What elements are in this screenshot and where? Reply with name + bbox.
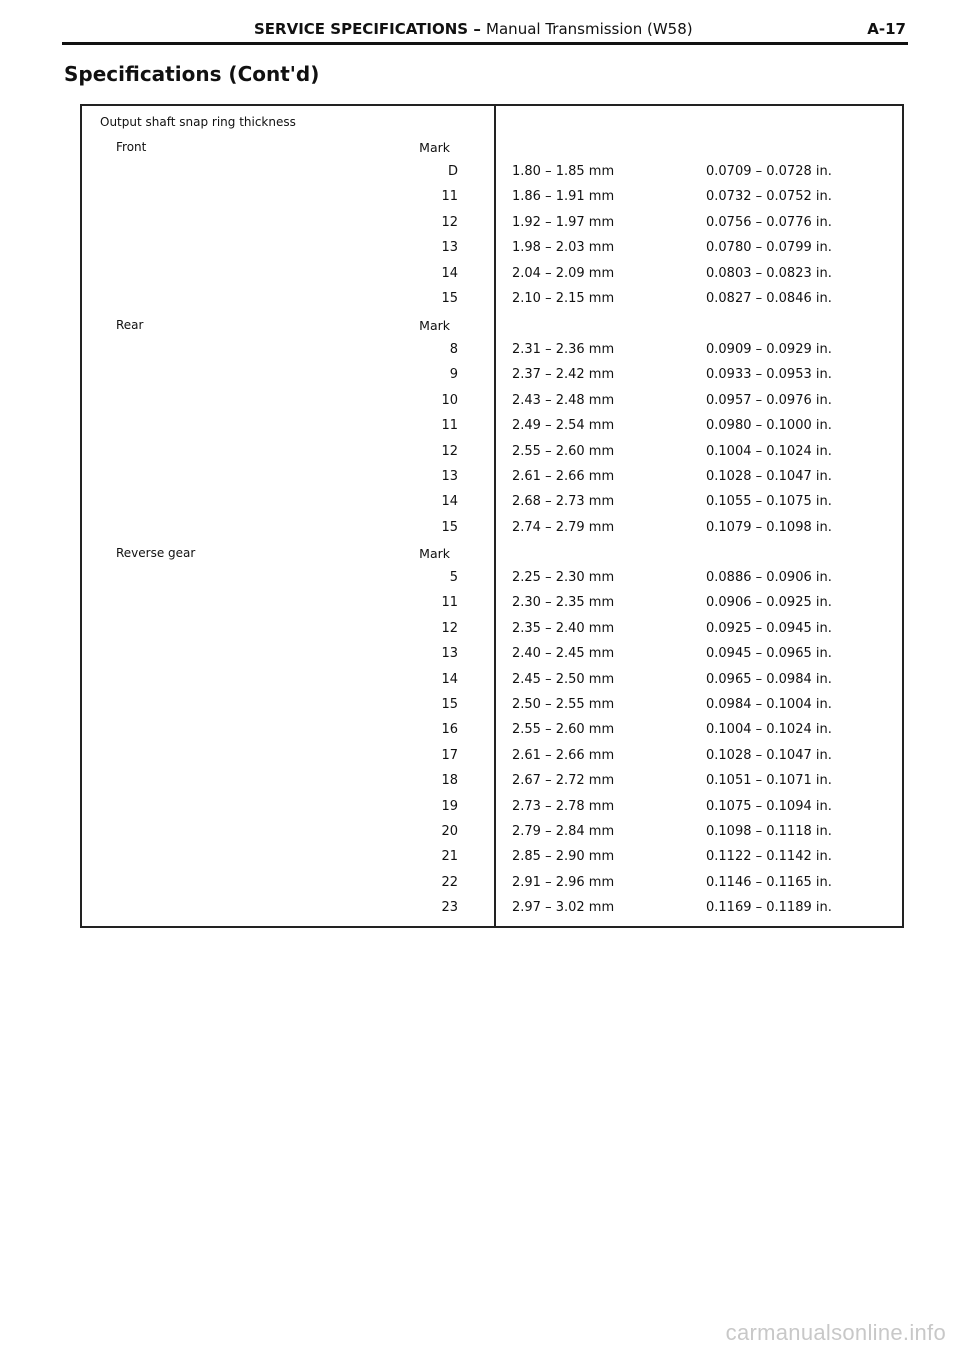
mm-range: 2.49 – 2.54 mm — [512, 418, 615, 434]
inch-range: 0.0886 – 0.0906 in. — [706, 570, 832, 585]
inch-range: 0.0827 – 0.0846 in. — [706, 291, 832, 306]
table-row — [0, 621, 960, 643]
mm-range: 2.61 – 2.66 mm — [512, 469, 615, 484]
table-row — [0, 494, 960, 516]
table-row — [0, 189, 960, 211]
inch-range: 0.1051 – 0.1071 in. — [706, 773, 832, 789]
inch-range: 0.1122 – 0.1142 in. — [706, 849, 832, 865]
header-title — [254, 20, 693, 38]
inch-range: 0.1098 – 0.1118 in. — [706, 824, 832, 839]
mark-value: D — [447, 164, 458, 179]
table-row — [0, 570, 960, 592]
table-row — [0, 697, 960, 719]
mm-range: 2.61 – 2.66 mm — [512, 747, 615, 763]
mm-range: 2.40 – 2.45 mm — [512, 646, 615, 662]
table-row — [0, 849, 960, 871]
mark-value: 10 — [441, 392, 458, 408]
inch-range: 0.0980 – 0.1000 in. — [706, 418, 832, 434]
mm-range: 2.30 – 2.35 mm — [512, 595, 615, 611]
inch-range: 0.1028 – 0.1047 in. — [706, 747, 832, 763]
mm-range: 2.55 – 2.60 mm — [512, 443, 615, 459]
mark-value: 23 — [441, 900, 458, 916]
group-label-front: Front — [116, 140, 147, 154]
inch-range: 0.1169 – 0.1189 in. — [706, 900, 832, 916]
inch-range: 0.0756 – 0.0776 in. — [706, 214, 832, 230]
mm-range: 1.98 – 2.03 mm — [512, 240, 615, 256]
mark-value: 14 — [441, 671, 458, 687]
inch-range: 0.1028 – 0.1047 in. — [706, 469, 832, 484]
header-title-main: SERVICE SPECIFICATIONS – — [254, 20, 487, 38]
mark-value: 13 — [441, 469, 458, 484]
page-number: A-17 — [867, 20, 906, 38]
mark-value: 16 — [441, 722, 458, 738]
table-row — [0, 646, 960, 668]
table-row — [0, 875, 960, 897]
inch-range: 0.0925 – 0.0945 in. — [706, 620, 832, 636]
table-row — [0, 342, 960, 364]
header-title-sub: Manual Transmission (W58) — [486, 20, 693, 38]
mark-value: 9 — [449, 367, 458, 383]
table-row — [0, 595, 960, 617]
inch-range: 0.1146 – 0.1165 in. — [706, 874, 832, 890]
inch-range: 0.1075 – 0.1094 in. — [706, 798, 832, 814]
item-title: Output shaft snap ring thickness — [100, 115, 296, 129]
mark-value: 21 — [441, 849, 458, 865]
inch-range: 0.0709 – 0.0728 in. — [706, 164, 832, 179]
table-row — [0, 520, 960, 542]
group-label-reverse: Reverse gear — [116, 546, 196, 560]
mm-range: 1.86 – 1.91 mm — [512, 189, 615, 205]
inch-range: 0.1004 – 0.1024 in. — [706, 443, 832, 459]
table-row — [0, 367, 960, 389]
table-row — [0, 444, 960, 466]
group-label-rear: Rear — [116, 318, 144, 332]
mark-value: 11 — [441, 418, 458, 434]
table-row — [0, 722, 960, 744]
mark-header-front: Mark — [419, 140, 450, 155]
mm-range: 1.80 – 1.85 mm — [512, 164, 615, 179]
table-row — [0, 799, 960, 821]
inch-range: 0.1079 – 0.1098 in. — [706, 519, 832, 535]
mark-value: 14 — [441, 265, 458, 281]
table-row — [0, 164, 960, 186]
table-row — [0, 469, 960, 491]
inch-range: 0.0909 – 0.0929 in. — [706, 342, 832, 357]
mark-value: 15 — [441, 519, 458, 535]
mm-range: 2.43 – 2.48 mm — [512, 392, 615, 408]
mm-range: 2.04 – 2.09 mm — [512, 265, 615, 281]
inch-range: 0.1004 – 0.1024 in. — [706, 722, 832, 738]
mm-range: 2.79 – 2.84 mm — [512, 824, 615, 839]
mark-header-rear: Mark — [419, 318, 450, 333]
mark-value: 13 — [441, 240, 458, 256]
inch-range: 0.0803 – 0.0823 in. — [706, 265, 832, 281]
inch-range: 0.0933 – 0.0953 in. — [706, 367, 832, 383]
mm-range: 2.55 – 2.60 mm — [512, 722, 615, 738]
mm-range: 2.97 – 3.02 mm — [512, 900, 615, 916]
table-row — [0, 215, 960, 237]
mm-range: 2.45 – 2.50 mm — [512, 671, 615, 687]
mark-value: 12 — [441, 214, 458, 230]
inch-range: 0.0945 – 0.0965 in. — [706, 646, 832, 662]
mark-value: 12 — [441, 620, 458, 636]
section-heading: Specifications (Cont'd) — [64, 62, 320, 86]
mark-value: 17 — [441, 747, 458, 763]
mark-value: 22 — [441, 874, 458, 890]
header-rule — [62, 42, 908, 45]
mark-value: 19 — [441, 798, 458, 814]
inch-range: 0.0965 – 0.0984 in. — [706, 671, 832, 687]
inch-range: 0.1055 – 0.1075 in. — [706, 494, 832, 510]
mark-value: 11 — [441, 595, 458, 611]
mark-value: 12 — [441, 443, 458, 459]
inch-range: 0.0957 – 0.0976 in. — [706, 392, 832, 408]
table-row — [0, 900, 960, 922]
mm-range: 2.67 – 2.72 mm — [512, 773, 615, 789]
mm-range: 2.73 – 2.78 mm — [512, 798, 615, 814]
table-row — [0, 773, 960, 795]
mm-range: 2.74 – 2.79 mm — [512, 519, 615, 535]
table-row — [0, 672, 960, 694]
table-row — [0, 266, 960, 288]
mm-range: 2.68 – 2.73 mm — [512, 494, 615, 510]
inch-range: 0.0732 – 0.0752 in. — [706, 189, 832, 205]
mm-range: 2.50 – 2.55 mm — [512, 697, 615, 712]
watermark: carmanualsonline.info — [725, 1320, 946, 1345]
inch-range: 0.0984 – 0.1004 in. — [706, 697, 832, 712]
mm-range: 2.37 – 2.42 mm — [512, 367, 615, 383]
table-row — [0, 393, 960, 415]
table-row — [0, 291, 960, 313]
mark-value: 18 — [441, 773, 458, 789]
page-header — [64, 18, 906, 40]
mm-range: 2.31 – 2.36 mm — [512, 342, 615, 357]
inch-range: 0.0780 – 0.0799 in. — [706, 240, 832, 256]
table-row — [0, 748, 960, 770]
mm-range: 2.35 – 2.40 mm — [512, 620, 615, 636]
mark-value: 13 — [441, 646, 458, 662]
mm-range: 2.10 – 2.15 mm — [512, 291, 615, 306]
mm-range: 2.25 – 2.30 mm — [512, 570, 615, 585]
table-row — [0, 240, 960, 262]
mark-value: 15 — [441, 697, 458, 712]
mark-value: 15 — [441, 291, 458, 306]
table-row — [0, 824, 960, 846]
table-row — [0, 418, 960, 440]
mark-header-reverse: Mark — [419, 546, 450, 561]
mark-value: 14 — [441, 494, 458, 510]
inch-range: 0.0906 – 0.0925 in. — [706, 595, 832, 611]
mark-value: 11 — [441, 189, 458, 205]
mark-value: 5 — [449, 570, 458, 585]
mm-range: 2.91 – 2.96 mm — [512, 874, 615, 890]
mark-value: 20 — [441, 824, 458, 839]
mark-value: 8 — [449, 342, 458, 357]
mm-range: 1.92 – 1.97 mm — [512, 214, 615, 230]
mm-range: 2.85 – 2.90 mm — [512, 849, 615, 865]
